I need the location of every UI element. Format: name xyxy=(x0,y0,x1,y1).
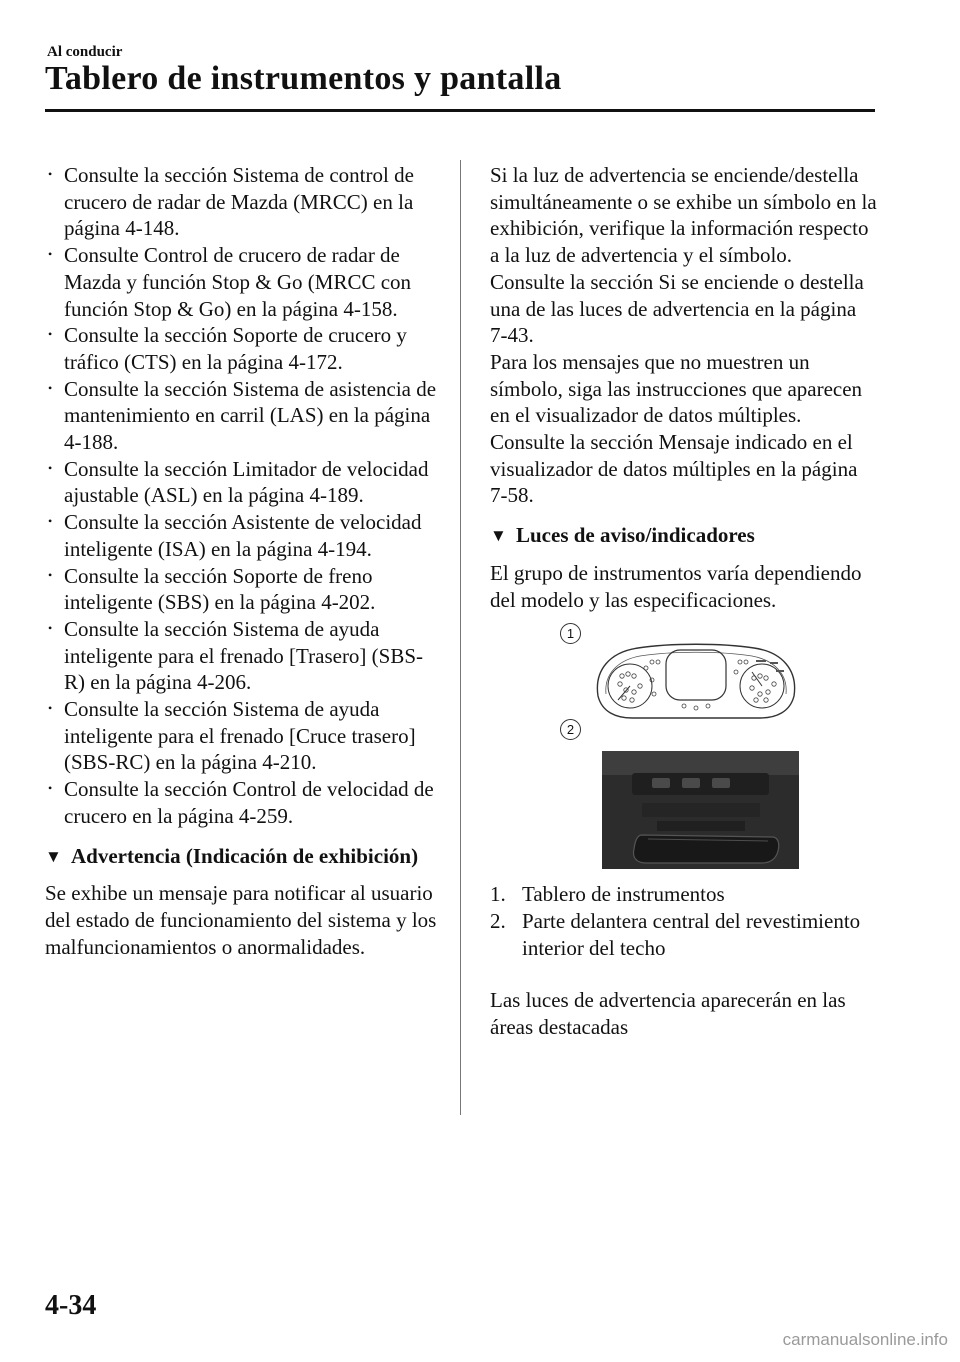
column-divider xyxy=(460,160,461,1115)
page-number: 4-34 xyxy=(45,1290,97,1321)
list-item: • Consulte la sección Sistema de asistencia de mantenimiento en carril (LAS) en la página 4-188. xyxy=(45,376,440,456)
list-item: • Consulte la sección Soporte de crucero y tráfico (CTS) en la página 4-172. xyxy=(45,322,440,375)
body-paragraph xyxy=(490,162,878,509)
list-item: • Consulte la sección Control de velocidad de crucero en la página 4-259. xyxy=(45,776,440,829)
intro-paragraph xyxy=(490,560,878,613)
triangle-marker-icon: ▼ xyxy=(490,526,507,546)
triangle-marker-icon: ▼ xyxy=(45,846,62,866)
instrument-cluster-illustration xyxy=(590,638,802,724)
paragraph-text: Si la luz de advertencia se enciende/destella simultáneamente o se exhibe un símbolo en la exhibición, verifique la información respecto a la luz de advertencia y el símbolo. xyxy=(490,163,877,268)
left-column xyxy=(45,162,440,960)
section-heading-advertencia xyxy=(45,843,440,871)
paragraph-text: Se exhibe un mensaje para notificar al usuario del estado de funcionamiento del sistema y los malfuncionamientos o anormalidades. xyxy=(45,881,437,959)
list-item: • Consulte la sección Limitador de velocidad ajustable (ASL) en la página 4-189. xyxy=(45,456,440,509)
paragraph-text: Para los mensajes que no muestren un símbolo, siga las instrucciones que aparecen en el visualizador de datos múltiples. xyxy=(490,349,863,428)
figure-callout-2: 2 xyxy=(560,719,581,740)
closing-paragraph xyxy=(490,987,878,1040)
paragraph-text: Las luces de advertencia aparecerán en las áreas destacadas xyxy=(490,988,846,1040)
caption-number: 2. xyxy=(490,908,506,933)
list-item: • Consulte la sección Sistema de control de crucero de radar de Mazda (MRCC) en la página 4-148. xyxy=(45,162,440,242)
paragraph-text: Consulte la sección Mensaje indicado en el visualizador de datos múltiples en la página 7-58. xyxy=(490,430,858,508)
list-item: • Consulte la sección Asistente de velocidad inteligente (ISA) en la página 4-194. xyxy=(45,509,440,562)
header-rule xyxy=(45,109,875,112)
section-heading-luces xyxy=(490,522,878,550)
reference-list xyxy=(45,162,440,830)
ceiling-panel-photo xyxy=(602,751,799,869)
paragraph-text: El grupo de instrumentos varía dependiendo del modelo y las especificaciones. xyxy=(490,560,862,612)
page-title: Tablero de instrumentos y pantalla xyxy=(45,60,562,97)
caption-item xyxy=(490,881,878,908)
instrument-figure xyxy=(490,621,878,873)
heading-text: Advertencia (Indicación de exhibición) xyxy=(71,843,419,868)
figure-captions xyxy=(490,881,878,961)
list-item: • Consulte Control de crucero de radar de Mazda y función Stop & Go (MRCC con función Stop & Go) en la página 4-158. xyxy=(45,242,440,322)
section-label: Al conducir xyxy=(47,44,123,60)
list-item: • Consulte la sección Sistema de ayuda inteligente para el frenado [Trasero] (SBS-R) en la página 4-206. xyxy=(45,616,440,696)
body-paragraph xyxy=(45,880,440,960)
caption-number: 1. xyxy=(490,882,506,907)
figure-callout-1: 1 xyxy=(560,623,581,644)
list-item: • Consulte la sección Sistema de ayuda inteligente para el frenado [Cruce trasero] (SBS-RC) en la página 4-210. xyxy=(45,696,440,776)
caption-item xyxy=(490,908,878,961)
watermark: carmanualsonline.info xyxy=(782,1330,948,1349)
paragraph-text: Consulte la sección Si se enciende o destella una de las luces de advertencia en la página 7-43. xyxy=(490,269,864,348)
list-item: • Consulte la sección Soporte de freno inteligente (SBS) en la página 4-202. xyxy=(45,563,440,616)
heading-text: Luces de aviso/indicadores xyxy=(516,523,755,548)
caption-text: Tablero de instrumentos xyxy=(522,882,725,907)
right-column xyxy=(490,162,878,1041)
caption-text: Parte delantera central del revestimiento interior del techo xyxy=(522,908,861,960)
